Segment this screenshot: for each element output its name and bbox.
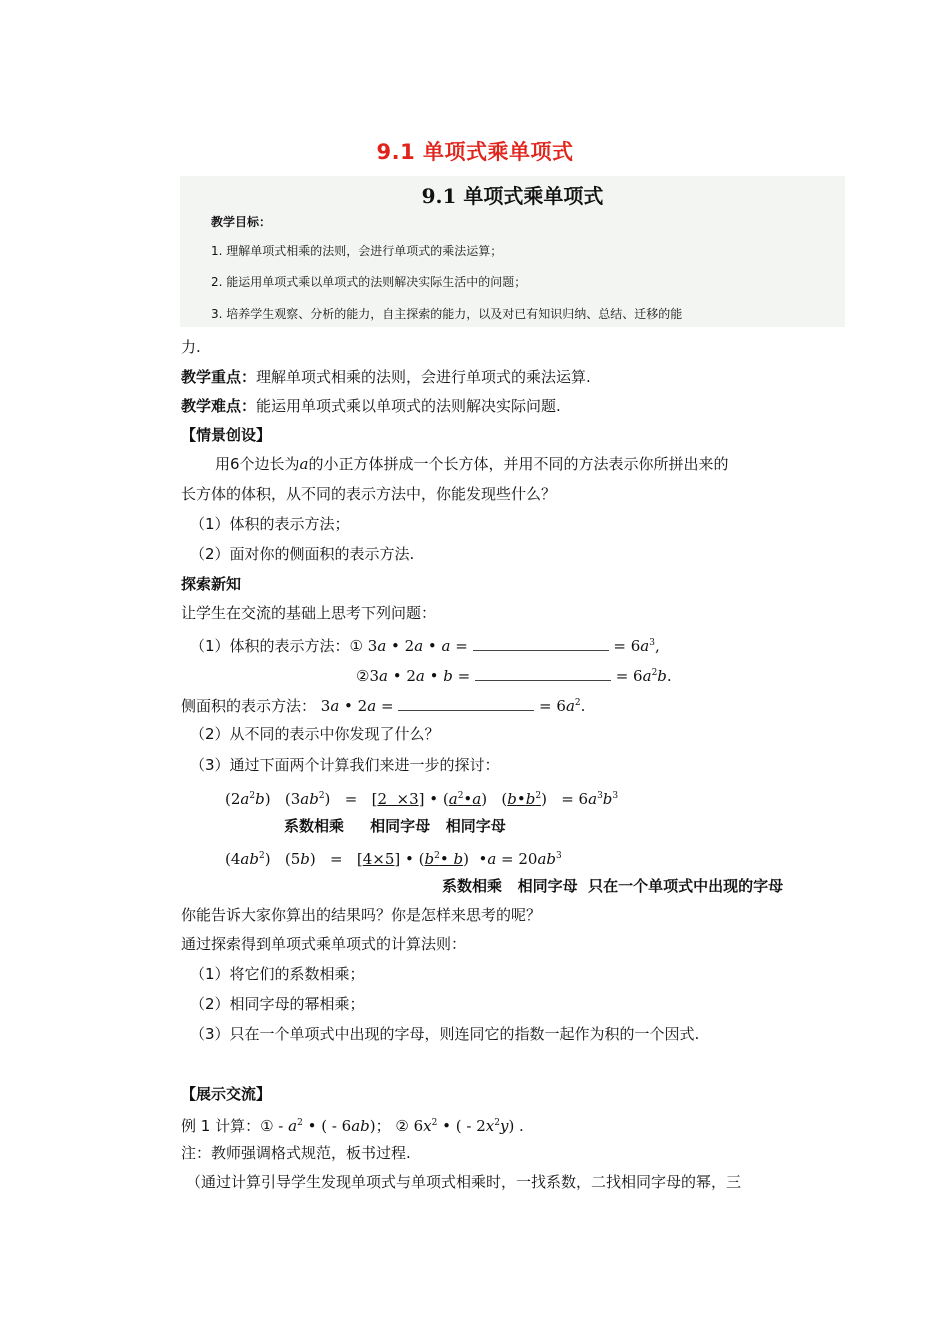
text-continuation: 力. <box>181 338 201 356</box>
paragraph: （通过计算引导学生发现单项式与单项式相乘时，一找系数，二找相同字母的幂，三 <box>186 1173 742 1191</box>
question: （2）面对你的侧面积的表示方法. <box>190 545 415 563</box>
question: （2）从不同的表示中你发现了什么？ <box>190 725 440 743</box>
example-1: 例 1 计算：① - $a^2$ • ( - 6ab)； ② $6x^2$ • ( - $2x^2y$) . <box>181 1117 524 1135</box>
difficult-point: 教学难点：能运用单项式乘以单项式的法则解决实际问题. <box>181 397 561 415</box>
paragraph: 通过探索得到单项式乘单项式的计算法则： <box>181 935 467 953</box>
rule-item: （3）只在一个单项式中出现的字母，则连同它的指数一起作为积的一个因式. <box>190 1025 700 1043</box>
note: 注：教师强调格式规范，板书过程. <box>181 1144 411 1162</box>
objective-item: 2. 能运用单项式乘以单项式的法则解决实际生活中的问题； <box>211 275 527 289</box>
section-heading: 探索新知 <box>181 575 242 593</box>
calc-example-1: $(2a^2b) (3ab^2) = [2 \times 3]$ • $(a^2•a)$ $(b•b^2) = 6a^3b^3$ <box>225 790 619 808</box>
panel-title: 9.1 单项式乘单项式 <box>421 184 604 208</box>
section-heading: 【展示交流】 <box>181 1085 272 1103</box>
objective-item: 3. 培养学生观察、分析的能力，自主探索的能力，以及对已有知识归纳、总结、迁移的能 <box>211 307 683 321</box>
paragraph: 让学生在交流的基础上思考下列问题： <box>181 604 437 622</box>
calc-labels-2: 系数相乘 相同字母 只在一个单项式中出现的字母 <box>442 877 784 895</box>
paragraph: 长方体的体积，从不同的表示方法中，你能发现些什么？ <box>181 485 557 503</box>
rule-item: （1）将它们的系数相乘； <box>190 965 365 983</box>
volume-formula-2: ②3a • 2a • b = = $6a^2b$. <box>356 667 672 685</box>
key-point: 教学重点：理解单项式相乘的法则，会进行单项式的乘法运算. <box>181 368 591 386</box>
paragraph: 用6个边长为a的小正方体拼成一个长方体，并用不同的方法表示你所拼出来的 <box>215 455 729 473</box>
calc-labels-1: 系数相乘 相同字母 相同字母 <box>284 817 506 835</box>
paragraph: 你能告诉大家你算出的结果吗？你是怎样来思考的呢？ <box>181 906 542 924</box>
calc-example-2: $(4ab^2) (5b) = [4\times 5]$ • ($b^2•$ b) •a = $20ab^3$ <box>225 850 562 868</box>
side-area-formula: 侧面积的表示方法： 3a • 2a = = $6a^2$. <box>181 697 586 715</box>
question: （3）通过下面两个计算我们来进一步的探讨： <box>190 756 500 774</box>
volume-formula-1: （1）体积的表示方法：① 3a • 2a • a = = $6a^3$, <box>190 637 660 655</box>
objective-item: 1. 理解单项式相乘的法则，会进行单项式的乘法运算； <box>211 244 503 258</box>
page-title: 9.1 单项式乘单项式 <box>376 140 574 164</box>
question: （1）体积的表示方法； <box>190 515 350 533</box>
rule-item: （2）相同字母的幂相乘； <box>190 995 365 1013</box>
section-heading: 【情景创设】 <box>181 426 272 444</box>
objectives-heading: 教学目标： <box>211 215 272 229</box>
